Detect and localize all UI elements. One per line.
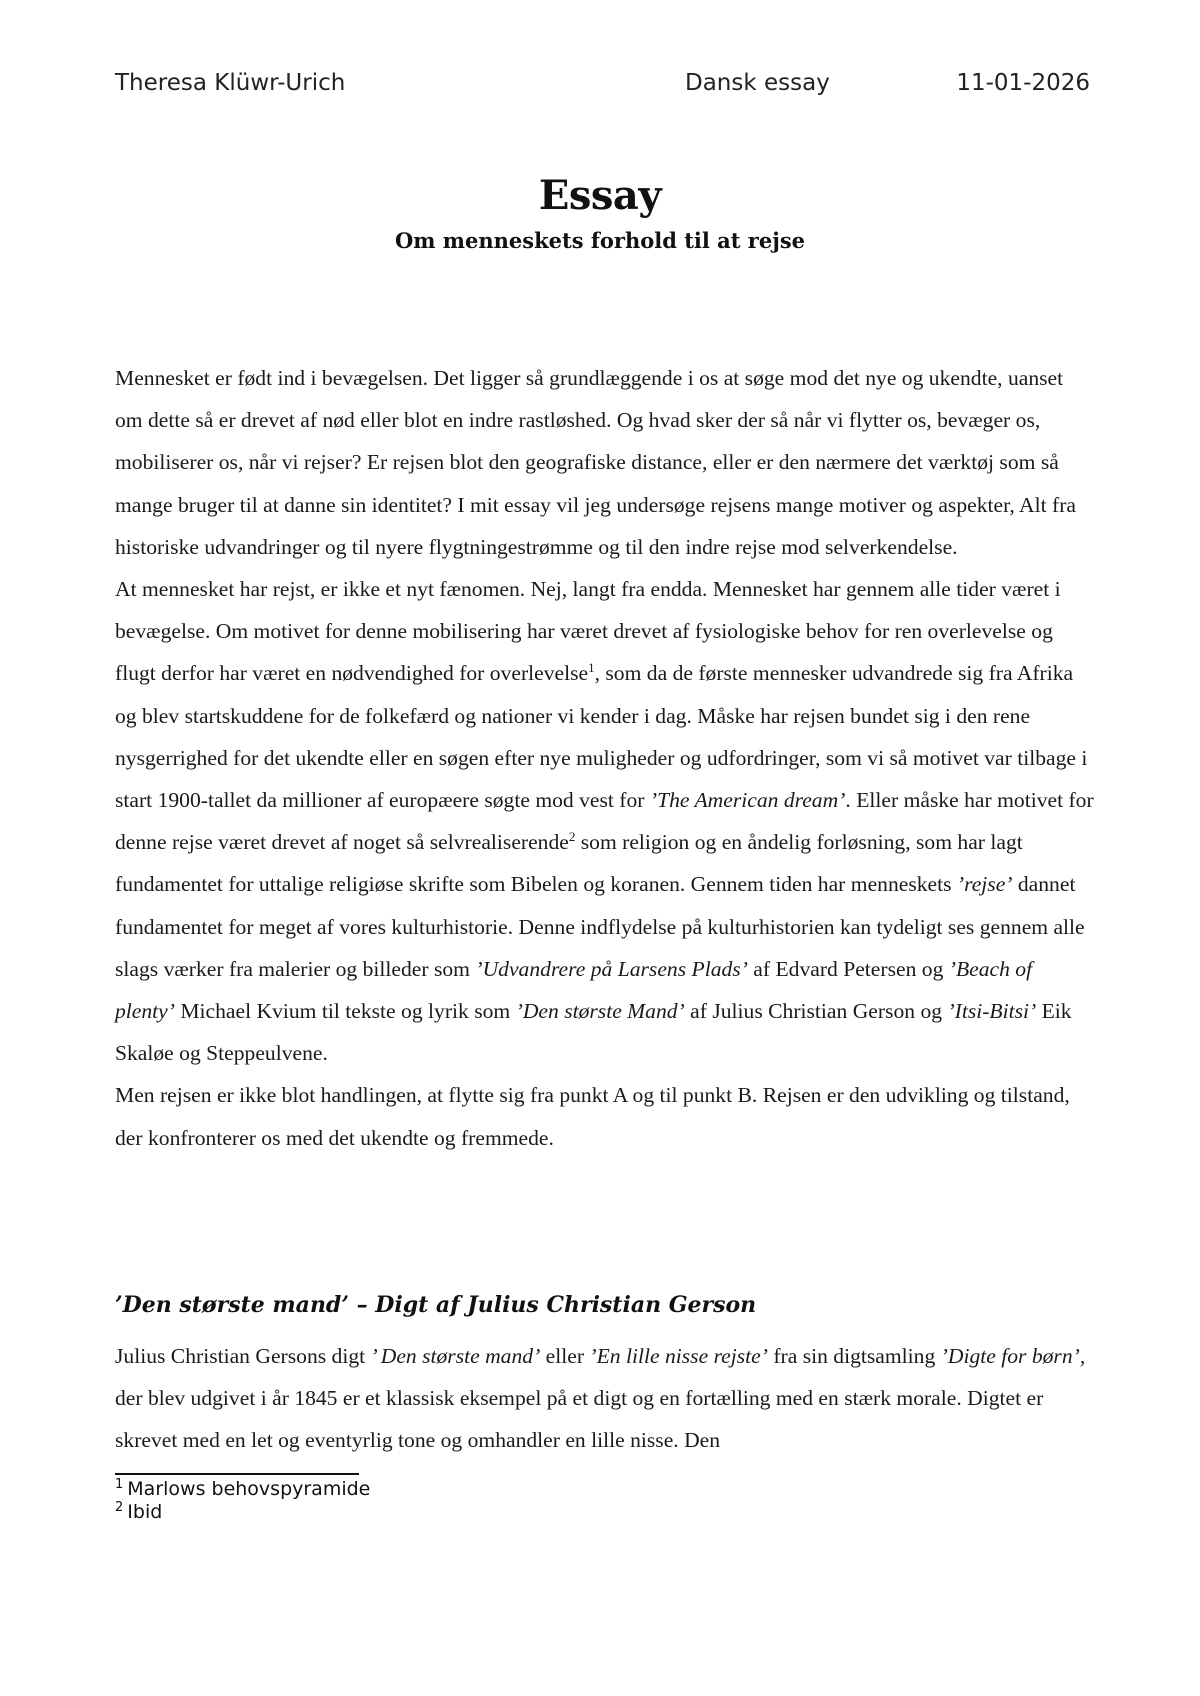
- footnote-1: $^1$ Marlows behovspyramide: [115, 1476, 371, 1500]
- italic-title-american-dream: ’The American dream’: [649, 788, 846, 813]
- italic-title-itsi-bitsi: ’Itsi-Bitsi’: [947, 999, 1037, 1024]
- header-author: Theresa Klüwr-Urich: [115, 70, 346, 96]
- document-subtitle: Om menneskets forhold til at rejse: [394, 228, 805, 253]
- header-date: 11-01-2026: [956, 70, 1090, 96]
- italic-title-den-storste-mand: ’Den største Mand’: [515, 999, 685, 1024]
- section-heading: ’Den største mand’ – Digt af Julius Christian Gerson: [115, 1292, 757, 1318]
- document-title: Essay: [538, 172, 662, 219]
- essay-body: [115, 357, 1095, 1159]
- italic-word-rejse: ’rejse’: [956, 872, 1013, 897]
- page-header: [115, 70, 1090, 104]
- section-paragraph: Julius Christian Gersons digt ’ Den største mand’ eller ’En lille nisse rejste’ fra sin digtsamling ’Digte for børn’, der blev udgivet i år 1845 er et klassisk eksempel på et digt og en fortælling med en stærk morale. Digtet er skrevet med en let og eventyrlig tone og omhandler en lille nisse. Den: [115, 1344, 1086, 1453]
- intro-paragraph-1: Mennesket er født ind i bevægelsen. Det ligger så grundlæggende i os at søge mod det nye og ukendte, uanset om dette så er drevet af nød eller blot en indre rastløshed. Og hvad sker der så når vi flytter os, bevæger os, mobiliserer os, når vi rejser? Er rejsen blot den geografiske distance, eller er den nærmere det værktøj som så mange bruger til at danne sin identitet? I mit essay vil jeg undersøge rejsens mange motiver og aspekter, Alt fra historiske udvandringer og til nyere flygtningestrømme og til den indre rejse mod selverkendelse.: [115, 366, 1076, 559]
- intro-paragraph-3: Men rejsen er ikke blot handlingen, at flytte sig fra punkt A og til punkt B. Rejsen er den udvikling og tilstand, der konfronterer os med det ukendte og fremmede.: [115, 1083, 1070, 1150]
- footnote-separator: [115, 1473, 359, 1475]
- header-subject: Dansk essay: [685, 70, 830, 96]
- footnote-2: $^2$ Ibid: [115, 1499, 163, 1523]
- italic-title-beach-of-plenty: ’Beach of plenty’: [115, 956, 1033, 1024]
- intro-paragraph-2: At mennesket har rejst, er ikke et nyt fænomen. Nej, langt fra endda. Mennesket har gennem alle tider været i bevægelse. Om motivet for denne mobilisering har været drevet af fysiologiske behov for ren overlevelse og flugt derfor har været en nødvendighed for overlevelse$^1$, som da de første mennesker udvandrede sig fra Afrika og blev startskuddene for de folkefærd og nationer vi kender i dag. Måske har rejsen bundet sig i den rene nysgerrighed for det ukendte eller en søgen efter nye muligheder og udfordringer, som vi så motivet var tilbage i start 1900-tallet da millioner af europæere søgte mod vest for ’The American dream’. Eller måske har motivet for denne rejse været drevet af noget så selvrealiserende$^2$ som religion og en åndelig forløsning, som har lagt fundamentet for uttalige religiøse skrifte som Bibelen og koranen. Gennem tiden har menneskets ’rejse’ dannet fundamentet for meget af vores kulturhistorie. Denne indflydelse på kulturhistorien kan tydeligt ses gennem alle slags værker fra malerier og billeder som ’Udvandrere på Larsens Plads’ af Edvard Petersen og ’Beach of plenty’ Michael Kvium til tekste og lyrik som ’Den største Mand’ af Julius Christian Gerson og ’Itsi-Bitsi’ Eik Skaløe og Steppeulvene.: [115, 577, 1094, 1066]
- footnotes: [115, 1478, 370, 1524]
- section-body: [115, 1335, 1095, 1462]
- footnote-ref-2[interactable]: 2: [568, 829, 576, 845]
- italic-title-udvandrere: ’Udvandrere på Larsens Plads’: [475, 956, 748, 981]
- footnote-ref-1[interactable]: 1: [588, 660, 595, 676]
